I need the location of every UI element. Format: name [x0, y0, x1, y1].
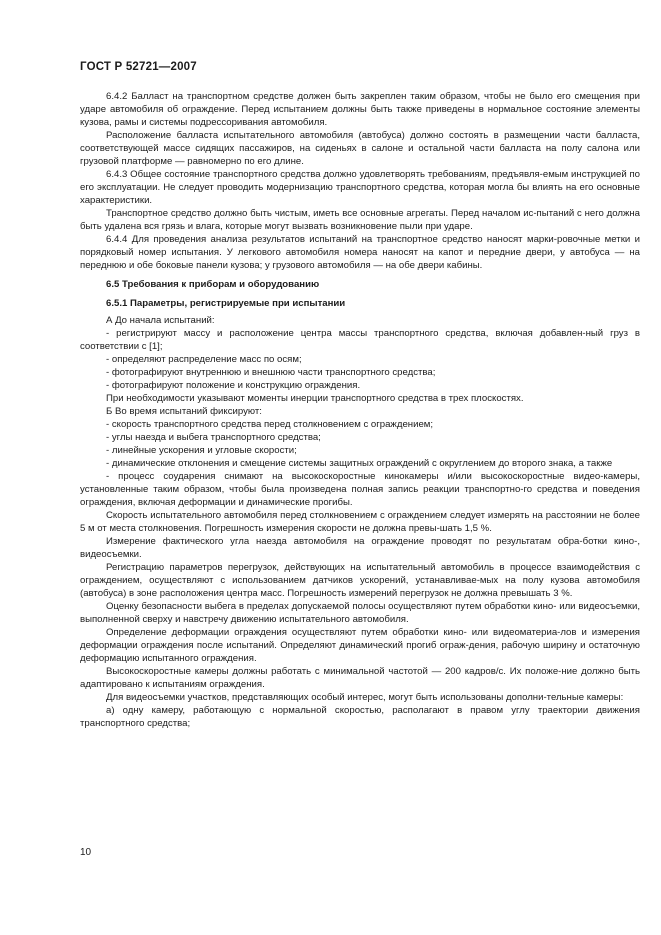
list-item: а) одну камеру, работающую с нормальной скоростью, располагают в правом углу траектории движения транспортного средства; [80, 705, 640, 729]
list-item: - фотографируют положение и конструкцию ограждения. [106, 380, 361, 391]
list-item: - определяют распределение масс по осям; [106, 354, 302, 365]
paragraph: Регистрацию параметров перегрузок, действующих на испытательный автомобиль в процессе взаимодействия с ограждением, осуществляют с использованием датчиков ускорений, устанавливае-мых на полу кузова автомобиля (автобуса) в зоне расположения центра масс. Погрешность измерений перегрузок не должна превышать 3 %. [80, 562, 640, 599]
paragraph: Транспортное средство должно быть чистым, иметь все основные агрегаты. Перед началом ис-пытаний с него должна быть удалена вся грязь и влага, которые могут вызвать возникновение пыли при ударе. [80, 208, 640, 232]
list-item: - фотографируют внутреннюю и внешнюю части транспортного средства; [106, 367, 436, 378]
document-body [80, 90, 640, 730]
paragraph: Расположение балласта испытательного автомобиля (автобуса) должно состоять в размещении части балласта, соответствующей массе сидящих пассажиров, на сиденьях в салоне и остальной части балласта на полу салона или грузовой платформе — равномерно по его длине. [80, 130, 640, 167]
list-item: - динамические отклонения и смещение системы защитных ограждений с округлением до второго знака, а также [106, 458, 613, 469]
paragraph: 6.4.3 Общее состояние транспортного средства должно удовлетворять требованиям, предъявля-емым инструкцией по его эксплуатации. Не следует проводить модернизацию транспортного средства, которая могла бы влиять на его основные характеристики. [80, 169, 640, 206]
paragraph: 6.4.2 Балласт на транспортном средстве должен быть закреплен таким образом, чтобы не было его смещения при ударе автомобиля об ограждение. Перед испытанием должны быть также приведены в нормальное состояние элементы кузова, рамы и системы подрессоривания автомобиля. [80, 91, 640, 128]
paragraph: Оценку безопасности выбега в пределах допускаемой полосы осуществляют путем обработки кино- или видеосъемки, выполненной сверху и навстречу движению испытательного автомобиля. [80, 601, 640, 625]
list-item: - процесс соударения снимают на высокоскоростные кинокамеры и/или высокоскоростные видео-камеры, установленные таким образом, чтобы была произведена полная запись реакции транспортно-го средства и поведения ограждения, включая деформации и динамические прогибы. [80, 471, 640, 508]
paragraph: Измерение фактического угла наезда автомобиля на ограждение проводят по результатам обра-ботки кино-, видеосъемки. [80, 536, 640, 560]
list-item: - углы наезда и выбега транспортного средства; [106, 432, 321, 443]
document-header: ГОСТ Р 52721—2007 [80, 61, 197, 73]
list-item: - регистрируют массу и расположение центра массы транспортного средства, включая добавлен-ный груз в соответствии с [1]; [80, 328, 640, 352]
list-item: - линейные ускорения и угловые скорости; [106, 445, 297, 456]
paragraph: Скорость испытательного автомобиля перед столкновением с ограждением следует измерять на расстоянии не более 5 м от места столкновения. Погрешность измерения скорости не должна превы-шать 1,5 %. [80, 510, 640, 534]
page-number: 10 [80, 847, 92, 858]
paragraph: Высокоскоростные камеры должны работать с минимальной частотой — 200 кадров/с. Их положе-ние должно быть адаптировано к испытаниям ограждения. [80, 666, 640, 690]
paragraph: 6.4.4 Для проведения анализа результатов испытаний на транспортное средство наносят марки-ровочные метки и порядковый номер испытания. У легкового автомобиля номера наносят на капот и передние двери, у автобуса — на переднюю и обе боковые панели кузова; у грузового автомобиля — на обе двери кабины. [80, 234, 640, 271]
subsection-heading: 6.5.1 Параметры, регистрируемые при испытании [106, 298, 346, 309]
paragraph: Определение деформации ограждения осуществляют путем обработки кино- или видеоматериа-лов и измерения деформации ограждения после испытаний. Определяют динамический прогиб ограж-дения, рабочую ширину и остаточную деформацию испытанного ограждения. [80, 627, 640, 664]
paragraph: При необходимости указывают моменты инерции транспортного средства в трех плоскостях. [106, 393, 524, 404]
paragraph: А До начала испытаний: [106, 315, 215, 326]
paragraph: Б Во время испытаний фиксируют: [106, 406, 262, 417]
section-heading: 6.5 Требования к приборам и оборудованию [106, 279, 320, 290]
list-item: - скорость транспортного средства перед столкновением с ограждением; [106, 419, 434, 430]
paragraph: Для видеосъемки участков, представляющих особый интерес, могут быть использованы дополни-тельные камеры: [106, 692, 624, 703]
